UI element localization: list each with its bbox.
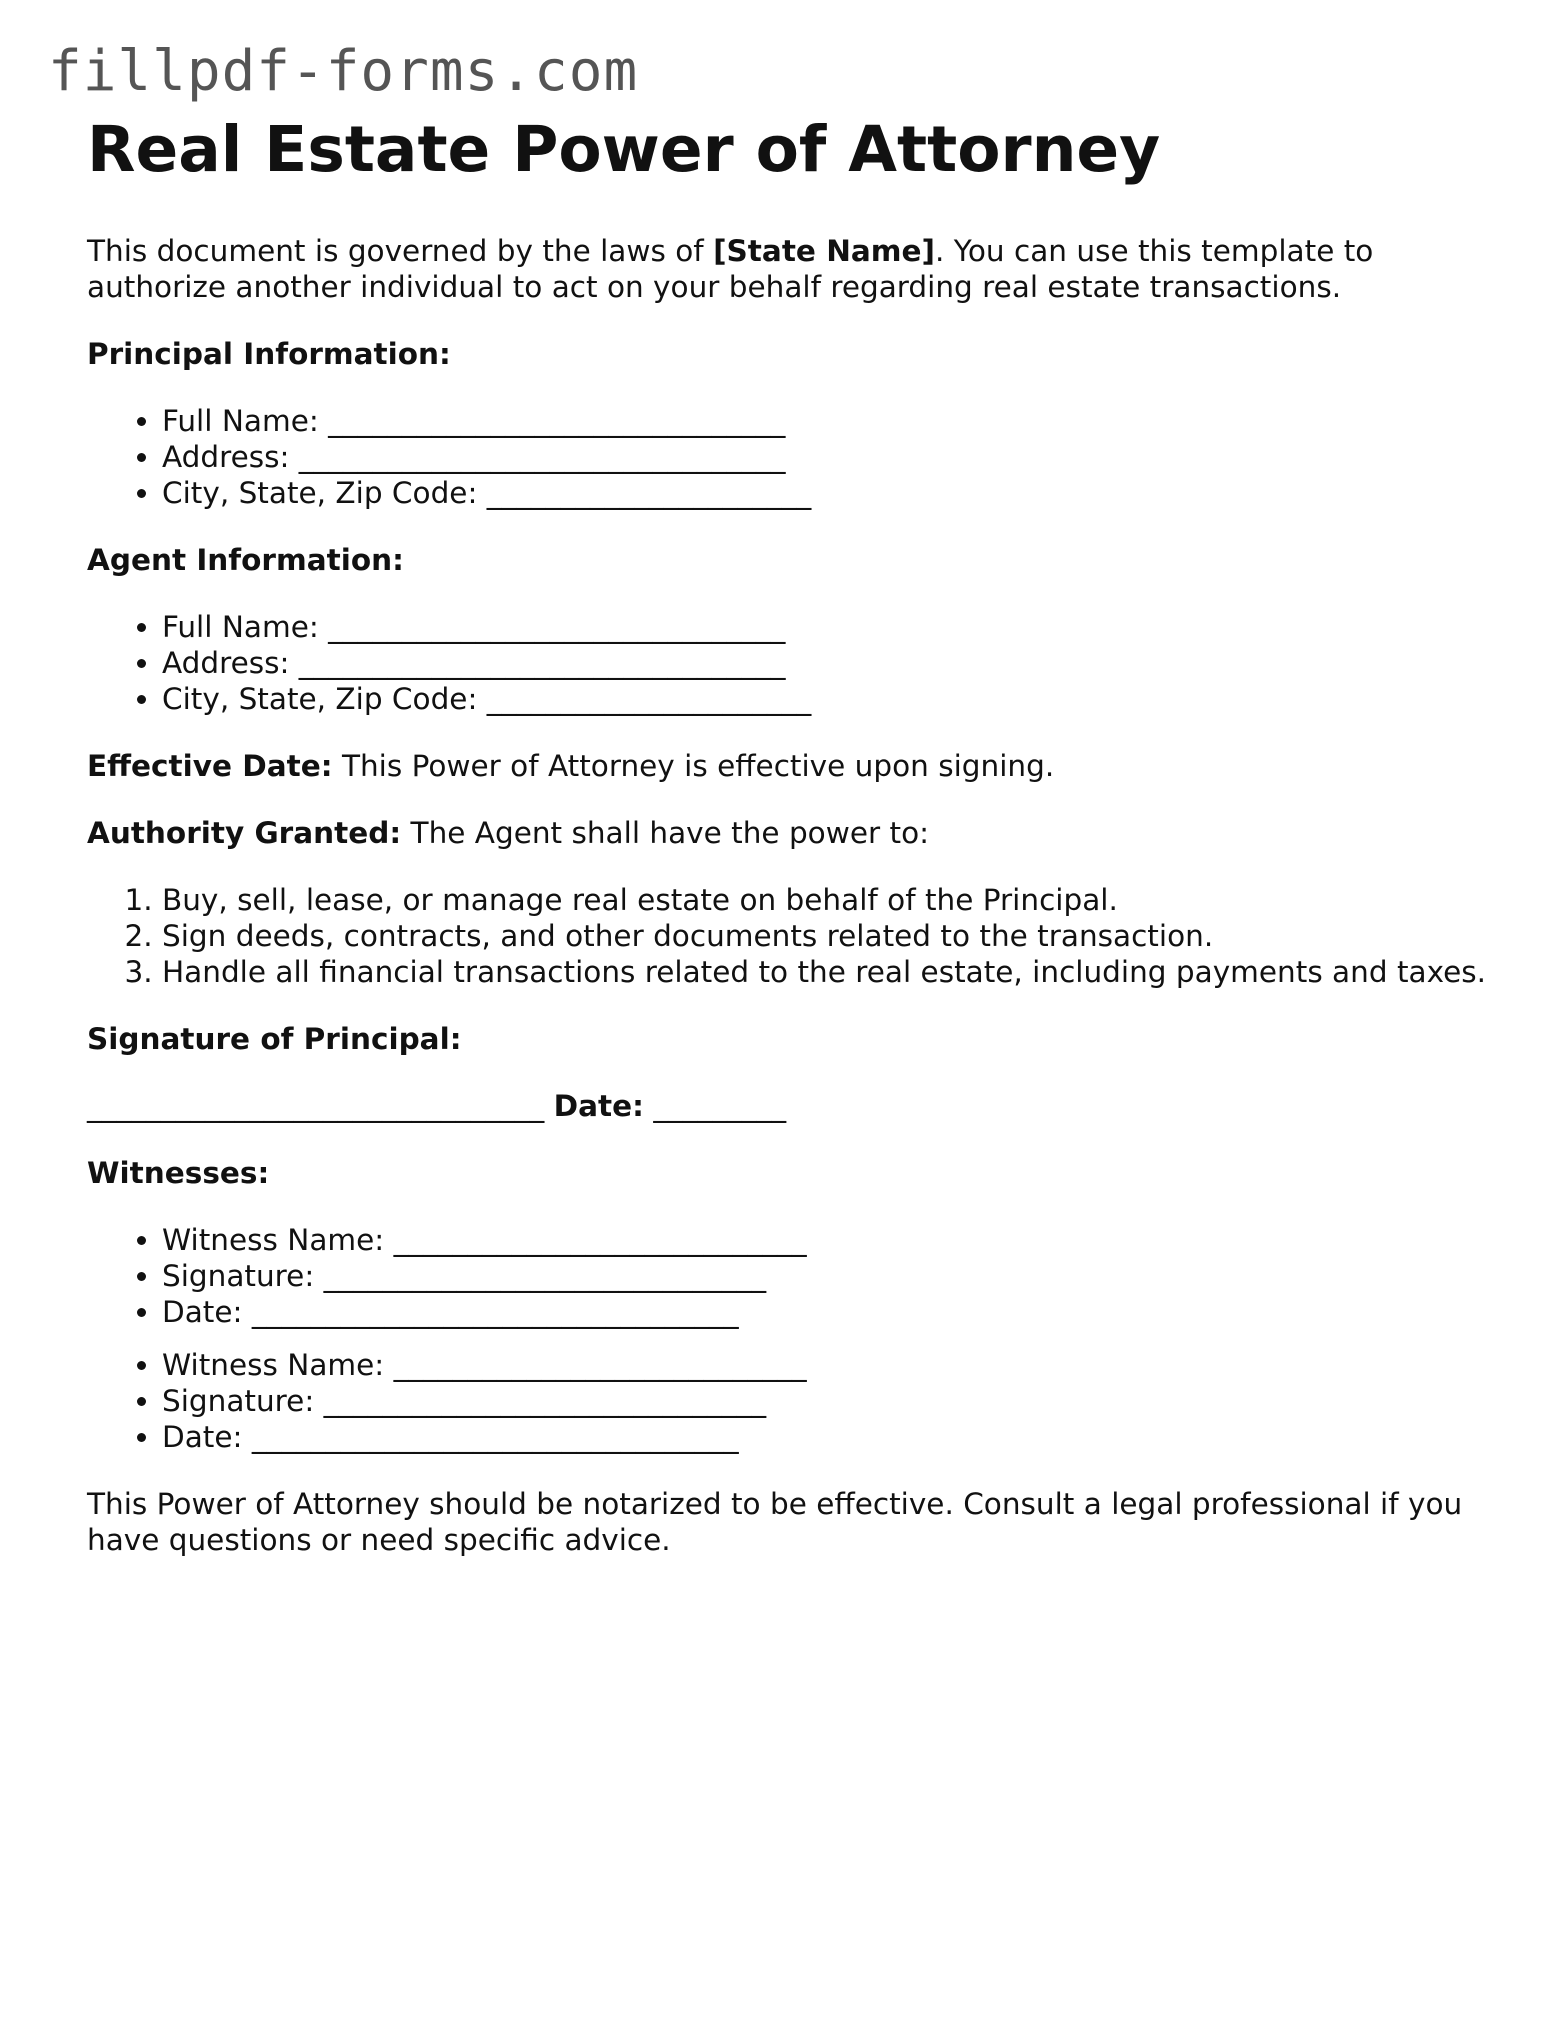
witness-1-name-field[interactable]: • Witness Name: ____________________________ — [162, 1222, 1487, 1258]
witness-1-signature-field[interactable]: • Signature: ______________________________ — [162, 1258, 1487, 1294]
authority-text: The Agent shall have the power to: — [401, 816, 930, 850]
witness-2-name-field[interactable]: • Witness Name: ____________________________ — [162, 1347, 1487, 1383]
effective-date-text: This Power of Attorney is effective upon signing. — [332, 749, 1055, 783]
principal-address-field[interactable]: • Address: _________________________________ — [162, 439, 1487, 475]
document-body — [87, 108, 1487, 1558]
page-title: Real Estate Power of Attorney — [87, 113, 1161, 186]
principal-heading: Principal Information: — [87, 337, 451, 371]
authority-list — [87, 882, 1487, 990]
agent-address-field[interactable]: • Address: _________________________________ — [162, 645, 1487, 681]
principal-fields — [87, 403, 1487, 511]
principal-signature-line[interactable]: _______________________________ — [87, 1089, 545, 1123]
witness-2-signature-field[interactable]: • Signature: ______________________________ — [162, 1383, 1487, 1419]
principal-full-name-field[interactable]: • Full Name: _______________________________ — [162, 403, 1487, 439]
signature-date-label: Date: — [553, 1089, 644, 1123]
authority-item: 1. Buy, sell, lease, or manage real estate on behalf of the Principal. — [162, 882, 1487, 918]
state-name-placeholder: [State Name] — [713, 234, 936, 268]
watermark: fillpdf-forms.com — [48, 39, 639, 104]
agent-full-name-field[interactable]: • Full Name: _______________________________ — [162, 609, 1487, 645]
authority-item: 2. Sign deeds, contracts, and other documents related to the transaction. — [162, 918, 1487, 954]
authority-paragraph — [87, 815, 1487, 851]
witness-2-date-field[interactable]: • Date: _________________________________ — [162, 1419, 1487, 1455]
principal-city-state-zip-field[interactable]: • City, State, Zip Code: ______________________ — [162, 475, 1487, 511]
effective-date-paragraph — [87, 748, 1487, 784]
agent-fields — [87, 609, 1487, 717]
witness-2-fields — [87, 1347, 1487, 1455]
witness-1-fields — [87, 1222, 1487, 1330]
agent-heading: Agent Information: — [87, 543, 404, 577]
intro-text-after: . You can use this template to authorize another individual to act on your behalf regarding real estate transactions. — [87, 234, 1374, 304]
signature-row — [87, 1088, 1487, 1124]
effective-date-label: Effective Date: — [87, 749, 333, 783]
agent-city-state-zip-field[interactable]: • City, State, Zip Code: ______________________ — [162, 681, 1487, 717]
authority-item: 3. Handle all financial transactions related to the real estate, including payments and taxes. — [162, 954, 1487, 990]
signature-date-line[interactable]: _________ — [653, 1089, 787, 1123]
intro-text-before: This document is governed by the laws of — [87, 234, 714, 268]
witnesses-heading: Witnesses: — [87, 1156, 270, 1190]
signature-heading: Signature of Principal: — [87, 1022, 462, 1056]
intro-paragraph — [87, 233, 1487, 305]
closing-paragraph: This Power of Attorney should be notarized to be effective. Consult a legal professional if you have questions or need specific advice. — [87, 1487, 1463, 1557]
authority-label: Authority Granted: — [87, 816, 402, 850]
witness-1-date-field[interactable]: • Date: _________________________________ — [162, 1294, 1487, 1330]
